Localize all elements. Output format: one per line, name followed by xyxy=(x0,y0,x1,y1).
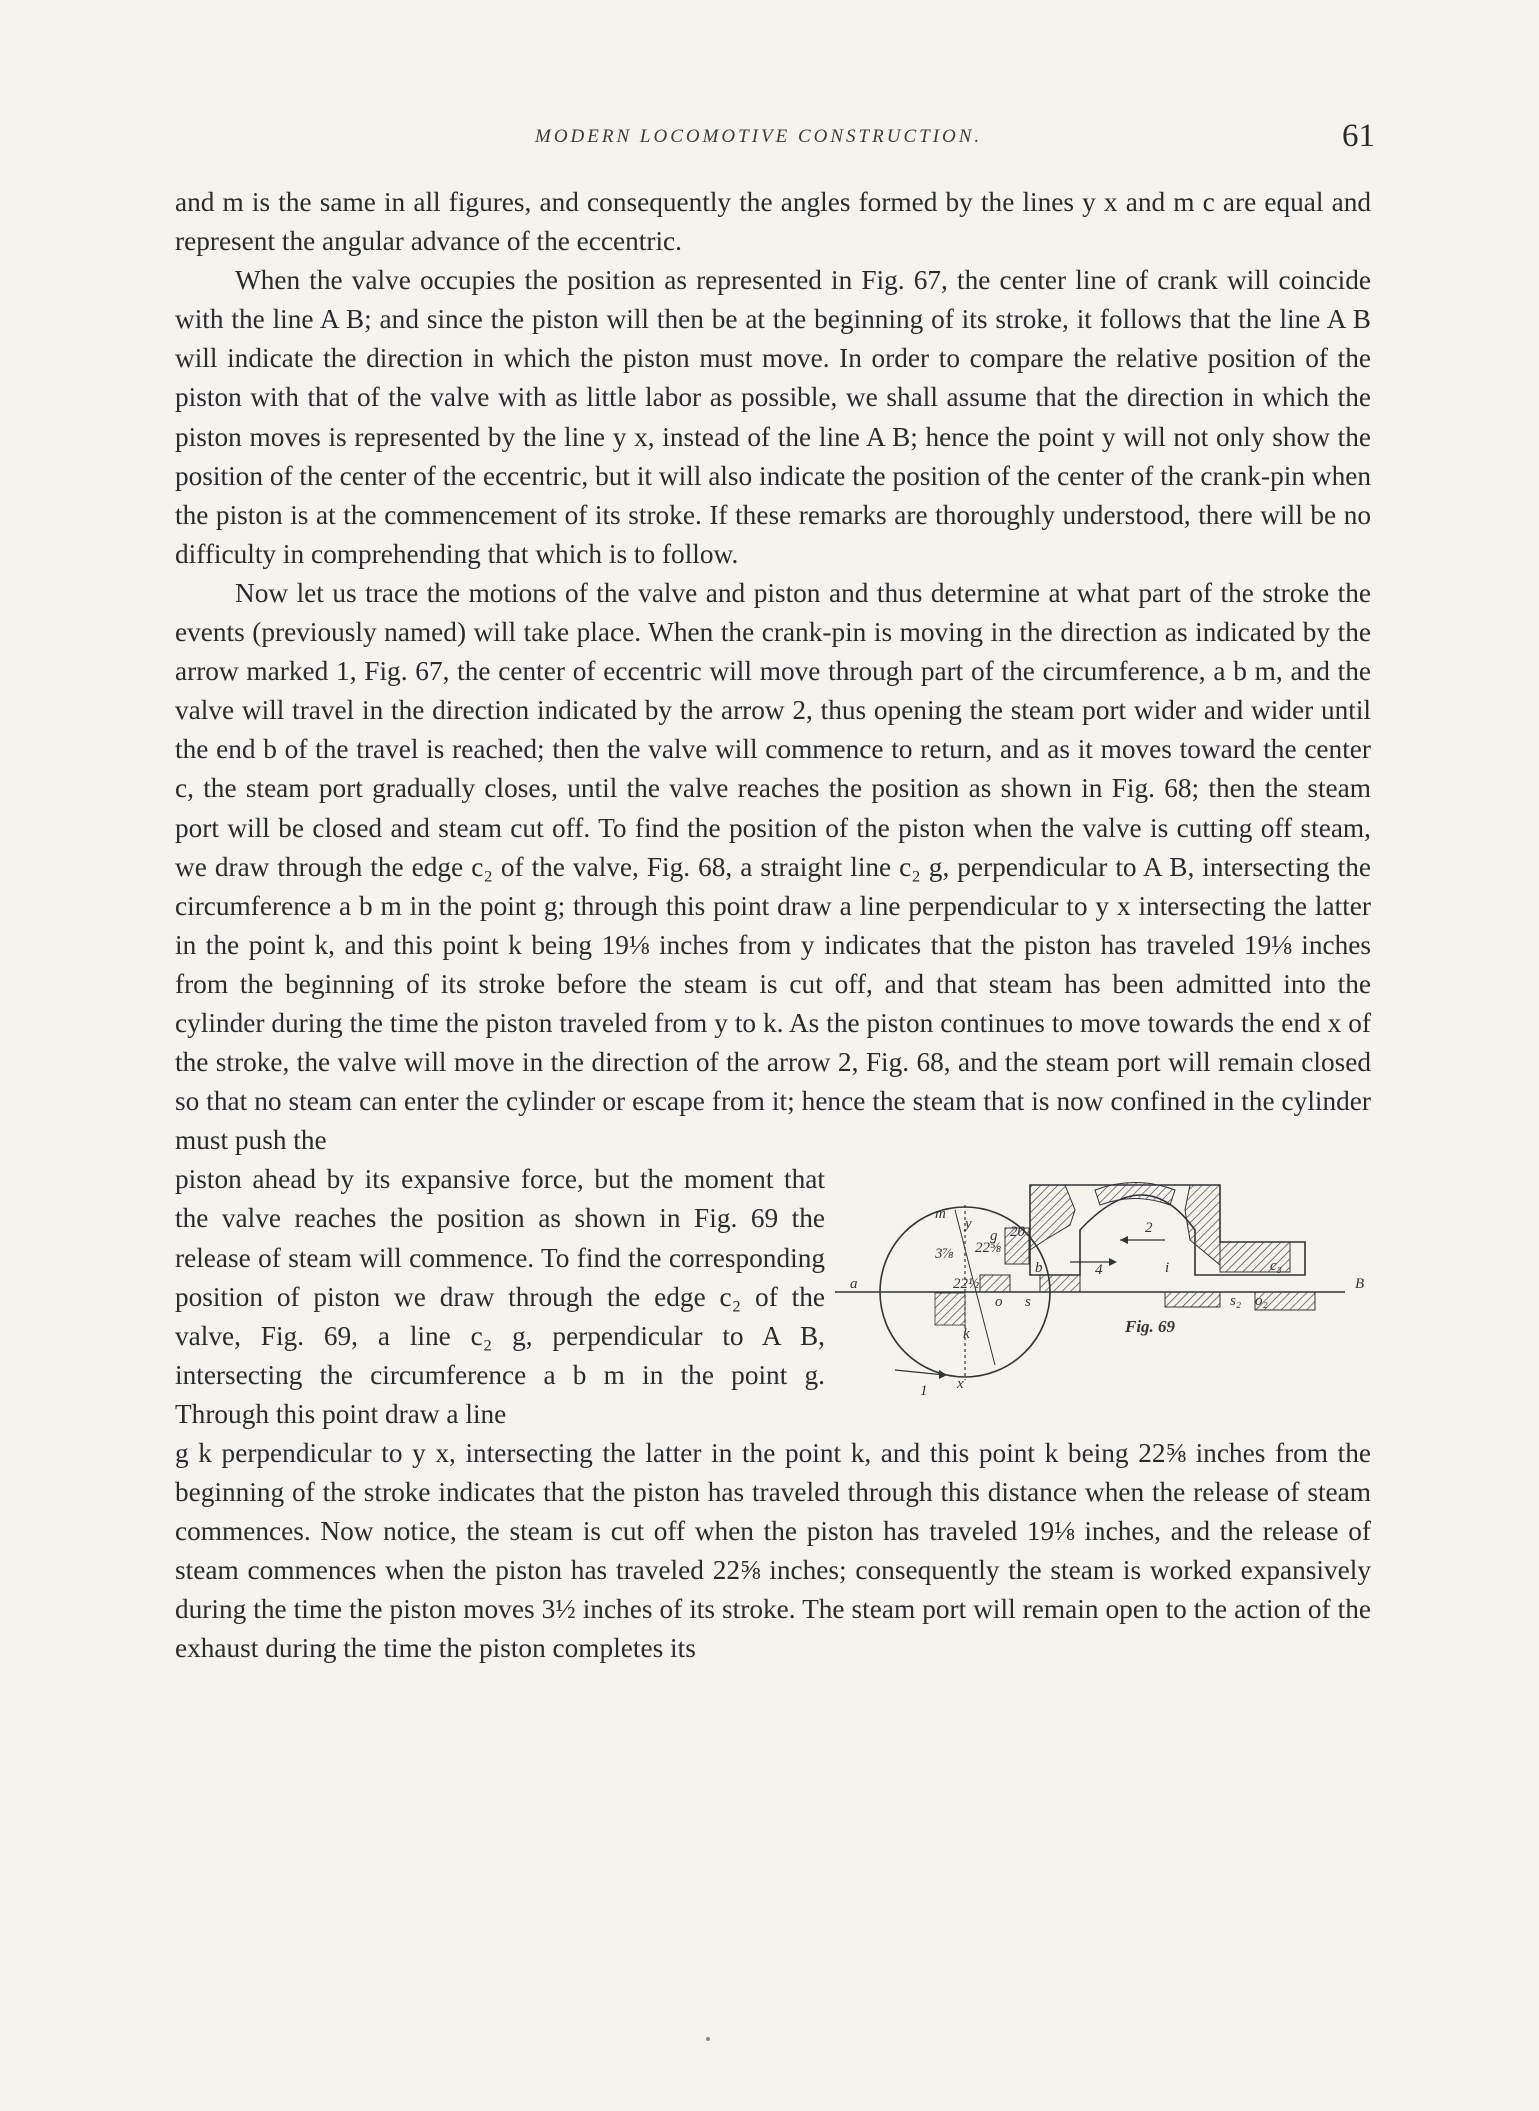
label-arrow-2: 2 xyxy=(1145,1220,1153,1237)
paragraph-final: g k perpendicular to y x, intersecting the latter in the point k, and this point k being 22⅝ inches from the beginning of the stroke indicates that the piston has traveled through this distance when the release of steam commences. Now notice, the steam is cut off when the piston has traveled 19⅛ inches, and the release of steam commences when the piston has traveled 22⅝ inches; consequently the steam is worked expansively during the time the piston moves 3½ inches of its stroke. The steam port will remain open to the action of the exhaust during the time the piston completes its xyxy=(175,1438,1371,1664)
label-c3: c₃ xyxy=(1270,1258,1282,1275)
label-b: b xyxy=(1035,1260,1043,1277)
label-m: m xyxy=(935,1206,946,1223)
label-dim-1: 3⅞ xyxy=(935,1246,954,1263)
paragraph-valve-position: When the valve occupies the position as represented in Fig. 67, the center line of crank will coincide with the line A B; and since the piston will then be at the beginning of its stroke, it follows that the line A B will indicate the direction in which the piston must move. In order to compare the relative position of the piston with that of the valve with as little labor as possible, we shall assume that the direction in which the piston moves is represented by the line y x, instead of the line A B; hence the point y will not only show the position of the center of the eccentric, but it will also indicate the position of the center of the crank-pin when the piston is at the commencement of its stroke. If these remarks are thoroughly understood, there will be no difficulty in comprehending that which is to follow. xyxy=(175,265,1371,569)
paragraph-wrapped: piston ahead by its expansive force, but the moment that the valve reaches the position as shown in Fig. 69 the release of steam will commence. To find the corresponding position of piston we draw through the edge c₂ of the valve, Fig. 69, a line c₂ g, perpendicular to A B, intersecting the circumference a b m in the point g. Through this point draw a line xyxy=(175,1164,825,1429)
label-arrow-1: 1 xyxy=(920,1383,928,1400)
paragraph-continuation: and m is the same in all figures, and consequently the angles formed by the lines y x and m c are equal and represent the angular advance of the eccentric. xyxy=(175,187,1371,257)
label-a: a xyxy=(850,1276,858,1293)
figure-69 xyxy=(835,1170,1371,1400)
label-o: o xyxy=(995,1294,1003,1311)
label-x: x xyxy=(957,1376,964,1393)
label-s: s xyxy=(1025,1294,1031,1311)
body-text xyxy=(175,183,1371,1669)
label-dim-2: 22⅝ xyxy=(975,1240,1002,1257)
label-dim-3: 20 xyxy=(1010,1224,1025,1241)
page-header xyxy=(175,118,1375,158)
page-number: 61 xyxy=(1342,118,1375,154)
label-y: y xyxy=(965,1216,972,1233)
label-g: g xyxy=(990,1228,998,1245)
page-speck xyxy=(706,2037,710,2041)
label-B: B xyxy=(1355,1276,1365,1293)
label-k: k xyxy=(963,1326,970,1343)
running-head: MODERN LOCOMOTIVE CONSTRUCTION. xyxy=(535,126,983,147)
paragraph-valve-motion: Now let us trace the motions of the valve and piston and thus determine at what part of the stroke the events (previously named) will take place. When the crank-pin is moving in the direction as indicated by the arrow marked 1, Fig. 67, the center of eccentric will move through part of the circumference, a b m, and the valve will travel in the direction indicated by the arrow 2, thus opening the steam port wider and wider until the end b of the travel is reached; then the valve will commence to return, and as it moves toward the center c, the steam port gradually closes, until the valve reaches the position as shown in Fig. 68; then the steam port will be closed and steam cut off. To find the position of the piston when the valve is cutting off steam, we draw through the edge c₂ of the valve, Fig. 68, a straight line c₂ g, perpendicular to A B, intersecting the circumference a b m in the point g; through this point draw a line perpendicular to y x intersecting the latter in the point k, and this point k being 19⅛ inches from y indicates that the piston has traveled 19⅛ inches from the beginning of its stroke before the steam is cut off, and that steam has been admitted into the cylinder during the time the piston traveled from y to k. As the piston continues to move towards the end x of the stroke, the valve will move in the direction of the arrow 2, Fig. 68, and the steam port will remain closed so that no steam can enter the cylinder or escape from it; hence the steam that is now confined in the cylinder must push the xyxy=(175,577,1371,1156)
label-arrow-4: 4 xyxy=(1095,1262,1103,1279)
label-i: i xyxy=(1165,1260,1170,1277)
label-s2: s₂ xyxy=(1230,1293,1242,1310)
figure-caption: Fig. 69 xyxy=(1125,1317,1176,1337)
valve-diagram xyxy=(835,1170,1371,1400)
label-o2: o₂ xyxy=(1255,1293,1268,1310)
label-dim-4: 22½ xyxy=(953,1276,980,1293)
